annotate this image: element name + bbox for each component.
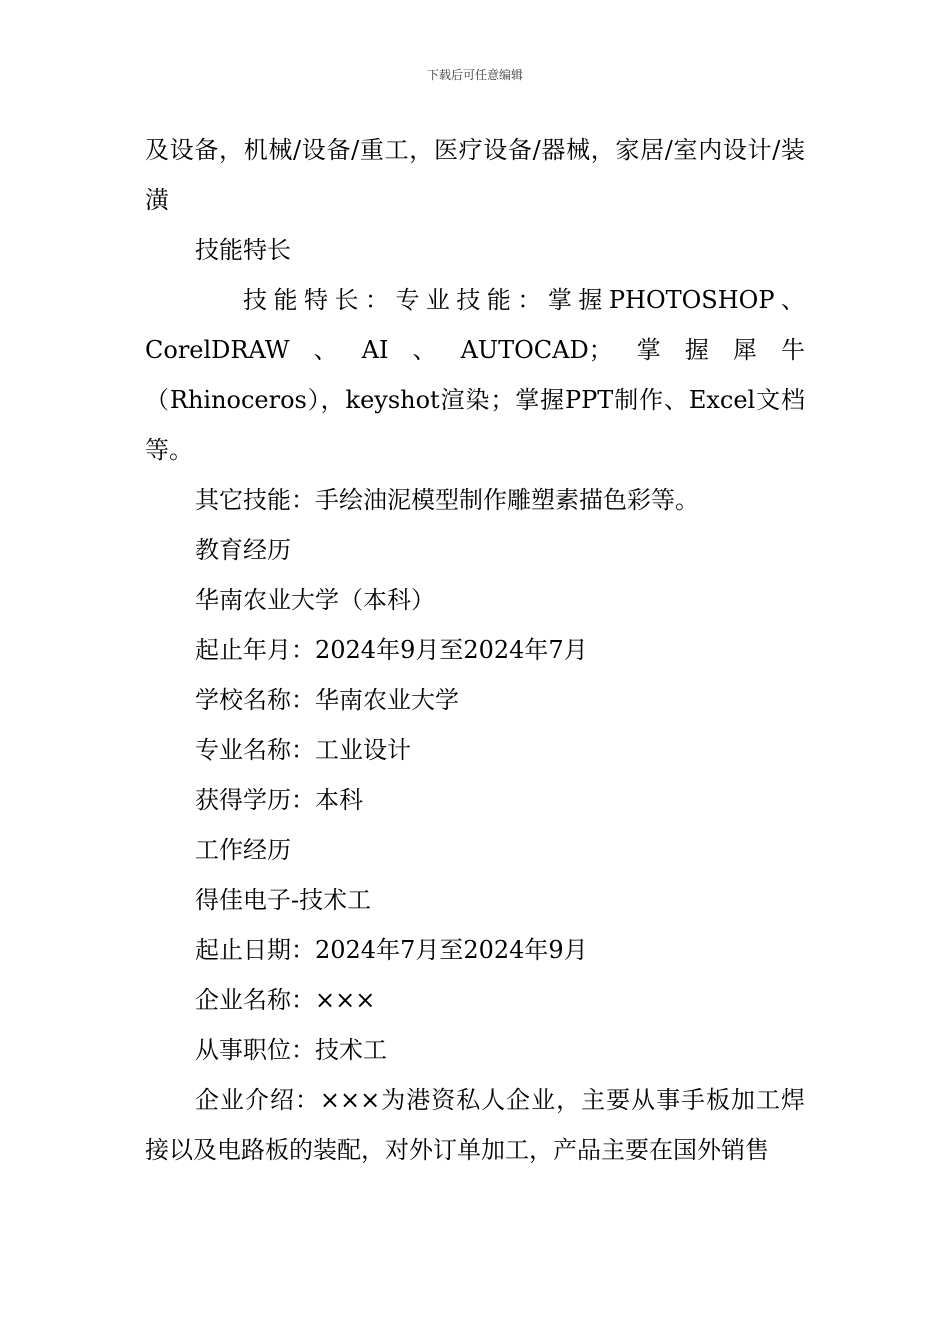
page-header-note: 下载后可任意编辑: [426, 68, 523, 82]
document-body: [145, 125, 805, 1175]
work-dates: 起止日期：2024年7月至2024年9月: [195, 936, 588, 964]
education-school-name: 学校名称：华南农业大学: [195, 686, 459, 714]
education-school-title: 华南农业大学（本科）: [195, 586, 435, 614]
section-heading-education: 教育经历: [195, 536, 291, 564]
education-degree: 获得学历：本科: [195, 786, 363, 814]
work-company-title: 得佳电子-技术工: [195, 886, 372, 914]
work-position: 从事职位：技术工: [195, 1036, 387, 1064]
education-dates: 起止年月：2024年9月至2024年7月: [195, 636, 588, 664]
paragraph-industry-continued: 及设备，机械/设备/重工，医疗设备/器械，家居/室内设计/装潢: [145, 136, 805, 214]
section-heading-skills: 技能特长: [195, 236, 291, 264]
work-company-intro: 企业介绍：×××为港资私人企业，主要从事手板加工焊接以及电路板的装配，对外订单加工，产品主要在国外销售: [145, 1086, 805, 1164]
education-major: 专业名称：工业设计: [195, 736, 411, 764]
paragraph-other-skills: 其它技能：手绘油泥模型制作雕塑素描色彩等。: [195, 486, 699, 514]
work-company-name: 企业名称：×××: [195, 986, 376, 1014]
section-heading-work: 工作经历: [195, 836, 291, 864]
paragraph-professional-skills: 技能特长：专业技能：掌握PHOTOSHOP、CorelDRAW、AI、AUTOCAD；掌握犀牛（Rhinoceros），keyshot渲染；掌握PPT制作、Excel文档等。: [145, 286, 805, 464]
